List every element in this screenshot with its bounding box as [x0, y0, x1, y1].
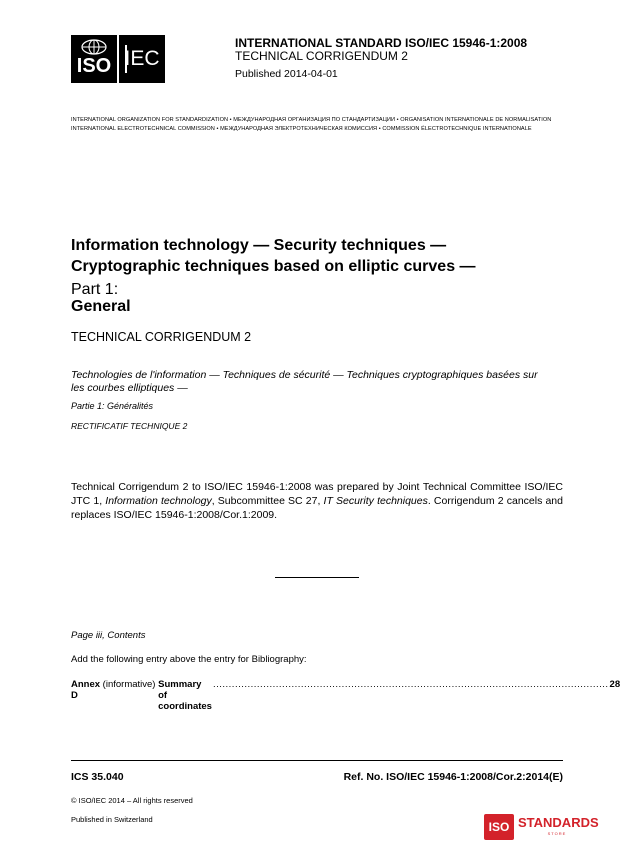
toc-informative: (informative)	[100, 679, 159, 690]
toc-page-number: 28	[609, 679, 620, 690]
iec-logo-text: IEC	[124, 47, 160, 70]
store-logo-text: STANDARDS	[518, 815, 599, 830]
published-date: Published 2014-04-01	[235, 68, 338, 80]
french-title: Technologies de l'information — Techniques de sécurité — Techniques cryptographiques basées sur les courbes elliptiques —	[71, 369, 538, 394]
copyright-notice: © ISO/IEC 2014 – All rights reserved	[71, 796, 193, 805]
document-title-line1: Information technology — Security techniques —	[71, 237, 447, 254]
corrigendum-label: TECHNICAL CORRIGENDUM 2	[71, 330, 252, 344]
organization-line-iec: INTERNATIONAL ELECTROTECHNICAL COMMISSION • МЕЖДУНАРОДНАЯ ЭЛЕКТРОТЕХНИЧЕСКАЯ КОМИССИЯ • COMMISSION ÉLECTROTECHNIQUE INTERNATIONALE	[71, 126, 532, 132]
toc-title: Summary of coordinates	[158, 679, 212, 712]
ics-code: ICS 35.040	[71, 771, 124, 783]
iso-logo-text: ISO	[76, 55, 112, 77]
part-title: General	[71, 298, 131, 315]
store-iso-badge: ISO	[484, 814, 514, 840]
part-label: Part 1:	[71, 281, 119, 298]
store-logo-subtext: STORE	[547, 831, 567, 836]
subcommittee-title: IT Security techniques	[323, 495, 428, 507]
footer-rule	[71, 760, 563, 761]
published-in: Published in Switzerland	[71, 815, 153, 824]
amendment-instruction: Add the following entry above the entry for Bibliography:	[71, 654, 307, 665]
french-part: Partie 1: Généralités	[71, 401, 154, 411]
iec-logo	[119, 35, 165, 83]
corrigendum-title: TECHNICAL CORRIGENDUM 2	[235, 49, 408, 63]
preparation-paragraph: Technical Corrigendum 2 to ISO/IEC 15946-1:2008 was prepared by Joint Technical Committee ISO/IEC JTC 1, Information technology, Subcommittee SC 27, IT Security techniques. Corrigendum 2 cancels and replaces ISO/IEC 15946-1:2008/Cor.1:2009.	[71, 481, 563, 521]
iso-logo	[71, 35, 117, 83]
reference-number: Ref. No. ISO/IEC 15946-1:2008/Cor.2:2014(E)	[343, 771, 563, 783]
standard-title: INTERNATIONAL STANDARD ISO/IEC 15946-1:2008	[235, 36, 528, 50]
toc-entry	[71, 679, 620, 712]
globe-icon	[80, 39, 108, 55]
iso-standards-store-logo	[484, 814, 599, 840]
toc-leader-dots: ..............................................................................................................................	[212, 679, 609, 690]
separator-line	[275, 577, 359, 578]
toc-annex: Annex D	[71, 679, 101, 701]
document-title	[71, 235, 541, 277]
french-rectificatif: RECTIFICATIF TECHNIQUE 2	[71, 421, 188, 431]
committee-title: Information technology	[105, 495, 212, 507]
iso-iec-logo	[71, 35, 165, 83]
document-title-line2: Cryptographic techniques based on elliptic curves —	[71, 258, 476, 275]
organization-line-iso: INTERNATIONAL ORGANIZATION FOR STANDARDIZATION • МЕЖДУНАРОДНАЯ ОРГАНИЗАЦИЯ ПО СТАНДАРТИЗАЦИИ • ORGANISATION INTERNATIONALE DE NORMALISATION	[71, 117, 552, 123]
page-reference: Page iii, Contents	[71, 630, 146, 641]
